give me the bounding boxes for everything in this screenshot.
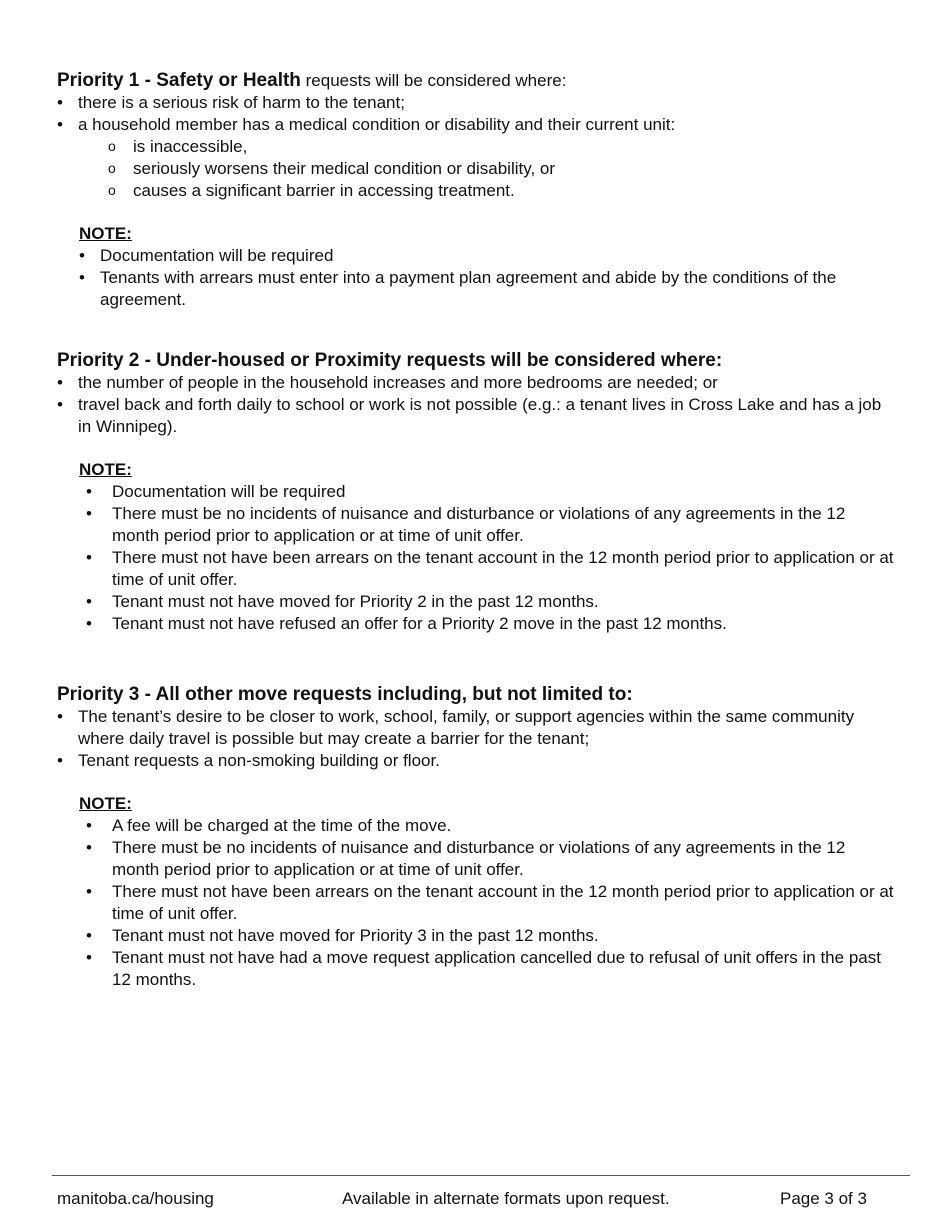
footer-page-number: Page 3 of 3 <box>780 1189 867 1208</box>
list-item: • The tenant’s desire to be closer to work, school, family, or support agencies within the same community where daily travel is possible but may create a barrier for the tenant; <box>57 706 897 750</box>
priority-1-note <box>79 223 897 311</box>
sub-list-item: o causes a significant barrier in accessing treatment. <box>86 180 897 202</box>
priority-1-section <box>57 70 897 311</box>
note-title: NOTE: <box>79 794 132 813</box>
note-title: NOTE: <box>79 460 132 479</box>
priority-1-subbullets <box>57 136 897 202</box>
priority-2-heading-text: Priority 2 - Under-housed or Proximity requests will be considered where: <box>57 350 723 371</box>
priority-1-heading-bold: Priority 1 - Safety or Health <box>57 70 301 91</box>
priority-2-bullets <box>57 372 897 438</box>
priority-3-heading-text: Priority 3 - All other move requests including, but not limited to: <box>57 684 633 705</box>
list-item: • the number of people in the household increases and more bedrooms are needed; or <box>57 372 897 394</box>
note-item: • Tenant must not have moved for Priority 2 in the past 12 months. <box>79 591 897 613</box>
priority-3-bullets <box>57 706 897 772</box>
priority-2-section <box>57 350 897 635</box>
note-item: • Tenant must not have moved for Priority 3 in the past 12 months. <box>79 925 897 947</box>
priority-1-heading <box>57 70 897 92</box>
priority-3-section <box>57 684 897 991</box>
priority-1-heading-rest: requests will be considered where: <box>300 71 567 90</box>
note-title: NOTE: <box>79 224 132 243</box>
note-item: • Tenant must not have had a move request application cancelled due to refusal of unit offers in the past 12 months. <box>79 947 897 991</box>
note-item: • There must not have been arrears on the tenant account in the 12 month period prior to application or at time of unit offer. <box>79 547 897 591</box>
priority-3-note-list <box>79 815 897 991</box>
priority-2-note-list <box>79 481 897 635</box>
note-item: • A fee will be charged at the time of the move. <box>79 815 897 837</box>
note-item: • There must not have been arrears on the tenant account in the 12 month period prior to application or at time of unit offer. <box>79 881 897 925</box>
note-item: • There must be no incidents of nuisance and disturbance or violations of any agreements in the 12 month period prior to application or at time of unit offer. <box>79 837 897 881</box>
footer-divider <box>52 1175 910 1176</box>
priority-3-note <box>79 793 897 991</box>
list-item: • a household member has a medical condition or disability and their current unit: <box>57 114 897 136</box>
priority-1-bullets <box>57 92 897 136</box>
note-item: • Tenants with arrears must enter into a payment plan agreement and abide by the conditions of the agreement. <box>79 267 897 311</box>
priority-2-note <box>79 459 897 635</box>
priority-3-heading <box>57 684 897 706</box>
note-item: • Documentation will be required <box>79 481 897 503</box>
list-item: • Tenant requests a non-smoking building or floor. <box>57 750 897 772</box>
footer-website-link[interactable]: manitoba.ca/housing <box>57 1189 214 1208</box>
sub-list-item: o is inaccessible, <box>86 136 897 158</box>
note-item: • There must be no incidents of nuisance and disturbance or violations of any agreements in the 12 month period prior to application or at time of unit offer. <box>79 503 897 547</box>
note-item: • Documentation will be required <box>79 245 897 267</box>
footer-alternate-formats: Available in alternate formats upon request. <box>342 1189 670 1208</box>
list-item: • there is a serious risk of harm to the tenant; <box>57 92 897 114</box>
priority-2-heading <box>57 350 897 372</box>
note-item: • Tenant must not have refused an offer for a Priority 2 move in the past 12 months. <box>79 613 897 635</box>
priority-1-note-list <box>79 245 897 311</box>
sub-list-item: o seriously worsens their medical condition or disability, or <box>86 158 897 180</box>
list-item: • travel back and forth daily to school or work is not possible (e.g.: a tenant lives in Cross Lake and has a job in Winnipeg). <box>57 394 897 438</box>
